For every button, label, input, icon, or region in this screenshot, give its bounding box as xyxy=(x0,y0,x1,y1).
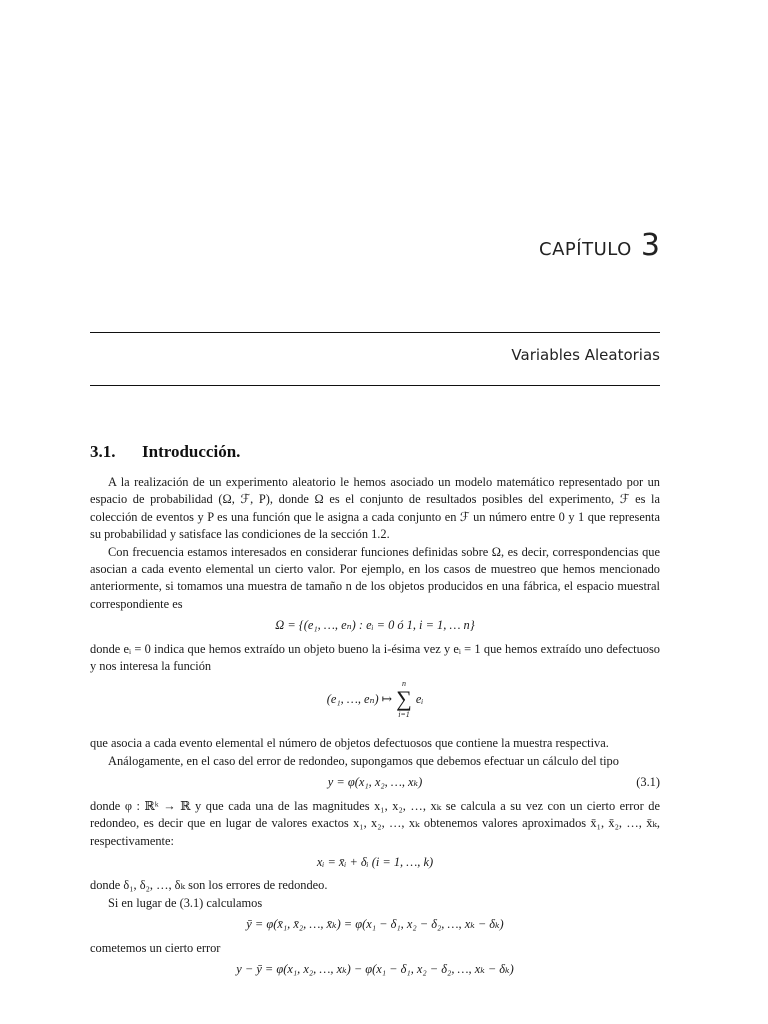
paragraph: Si en lugar de (3.1) calculamos xyxy=(108,895,263,910)
chapter-word: CAPÍTULO xyxy=(539,239,632,260)
equation-sum-left: (e₁, …, eₙ) ↦ xyxy=(326,691,393,706)
summation-upper-limit: n xyxy=(402,679,406,689)
summation-lower-limit: i=1 xyxy=(398,710,410,720)
equation-sample-space: Ω = {(e₁, …, eₙ) : eᵢ = 0 ó 1, i = 1, … n} xyxy=(275,618,475,633)
summation-sigma: ∑ xyxy=(396,686,412,712)
equation-3-1-body: y = φ(x₁, x₂, …, xₖ) xyxy=(327,775,423,790)
paragraph: que asocia a cada evento elemental el número de objetos defectuosos que contiene la muestra respectiva. xyxy=(90,736,609,751)
section-heading xyxy=(90,442,240,462)
section-number: 3.1. xyxy=(90,442,116,461)
paragraph: Análogamente, en el caso del error de redondeo, supongamos que debemos efectuar un cálculo del tipo xyxy=(108,753,619,768)
paragraph: donde eᵢ = 0 indica que hemos extraído un objeto bueno la i-ésima vez y eᵢ = 1 que hemos extraído uno defectuoso y nos interesa la función xyxy=(90,641,660,674)
paragraph: cometemos un cierto error xyxy=(90,940,221,955)
chapter-label xyxy=(539,228,660,263)
paragraph: Con frecuencia estamos interesados en considerar funciones definidas sobre Ω, es decir, correspondencias que asocian a cada evento elemental un cierto valor. Por ejemplo, en los casos de muestreo que hemos mencionado anteriormente, si tomamos una muestra de tamaño n de los objetos producidos en una fábrica, el espacio muestral correspondiente es xyxy=(90,544,660,611)
equation-3-1 xyxy=(90,774,660,791)
paragraph: A la realización de un experimento aleatorio le hemos asociado un modelo matemático representado por un espacio de probabilidad (Ω, ℱ, P), donde Ω es el conjunto de resultados posibles del experimento, ℱ es la colección de eventos y P es una función que le asigna a cada conjunto en ℱ un número entre 0 y 1 que representa su probabilidad y satisface las condiciones de la sección 1.2. xyxy=(90,475,660,542)
equation-tag: (3.1) xyxy=(636,775,660,790)
equation-approx: ȳ = φ(x̄₁, x̄₂, …, x̄ₖ) = φ(x₁ − δ₁, x₂ − δ₂, …, xₖ − δₖ) xyxy=(246,917,504,932)
paragraph: donde φ : ℝᵏ → ℝ y que cada una de las magnitudes x₁, x₂, …, xₖ se calcula a su vez con un cierto error de redondeo, es decir que en lugar de valores exactos x₁, x₂, …, xₖ obtenemos valores aproximados x̄₁, x̄₂, …, x̄ₖ, respectivamente: xyxy=(90,798,660,848)
chapter-rule-bottom xyxy=(90,385,660,386)
equation-sum-map xyxy=(90,679,660,729)
chapter-title: Variables Aleatorias xyxy=(511,346,660,364)
equation-rounding: xᵢ = x̄ᵢ + δᵢ (i = 1, …, k) xyxy=(316,854,434,869)
equation-sum-right: eᵢ xyxy=(415,691,424,706)
chapter-number: 3 xyxy=(640,228,660,263)
chapter-rule-top xyxy=(90,332,660,333)
body-text xyxy=(90,474,660,984)
page xyxy=(90,0,660,1024)
section-title: Introducción. xyxy=(142,442,241,461)
paragraph: donde δ₁, δ₂, …, δₖ son los errores de redondeo. xyxy=(90,878,328,893)
equation-error: y − ȳ = φ(x₁, x₂, …, xₖ) − φ(x₁ − δ₁, x₂ − δ₂, …, xₖ − δₖ) xyxy=(236,961,514,976)
summation-symbol xyxy=(396,679,412,719)
